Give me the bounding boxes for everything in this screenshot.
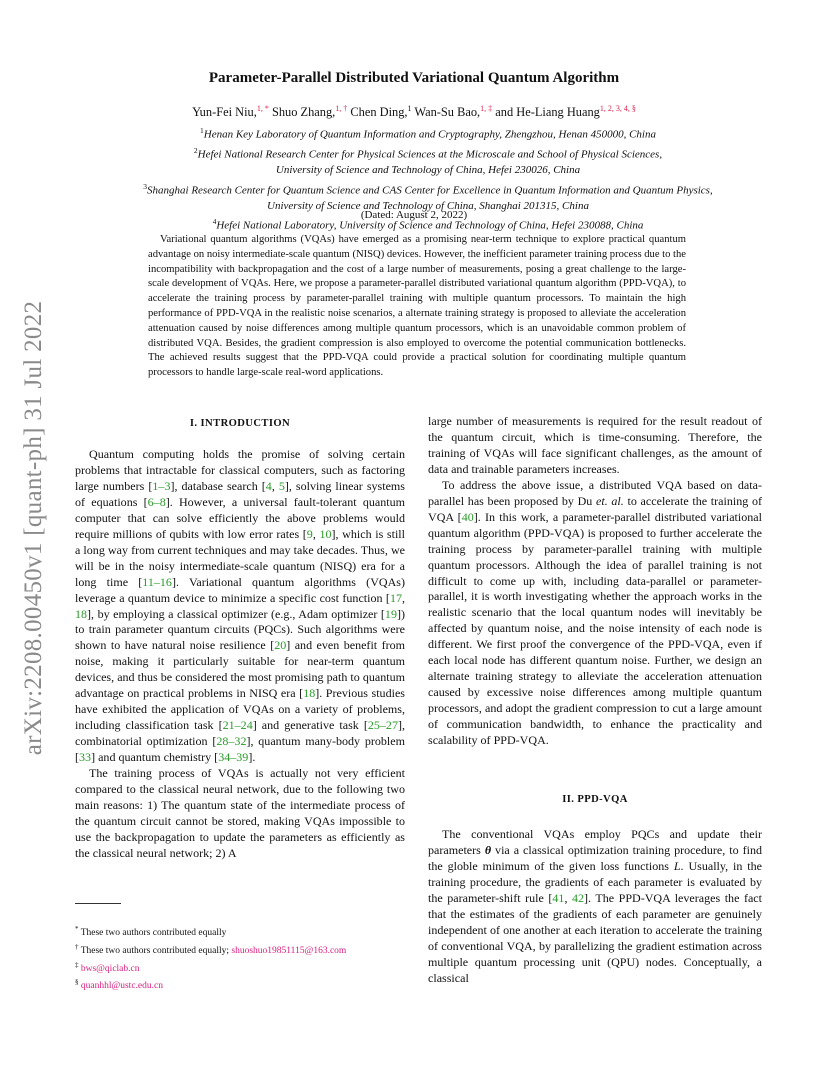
citation-link[interactable]: 9 bbox=[306, 526, 313, 541]
citation-link[interactable]: 21–24 bbox=[222, 718, 253, 733]
abstract: Variational quantum algorithms (VQAs) have emerged as a promising near-term technique to explore practical quantum advantage on noisy intermediate-scale quantum (NISQ) devices. However, the inefficient parameter training process due to the incompatibility with backpropagation and the cost of a large number of measurements, posing a great challenge to the large-scale development of VQAs. Here, we propose a parameter-parallel distributed variational quantum algorithm (PPD-VQA), to accelerate the training process by parameter-parallel training with multiple quantum processors. To maintain the high performance of PPD-VQA in the realistic noise scenarios, a alternate training strategy is proposed to alleviate the acceleration attenuation caused by noise differences among multiple quantum processors, which is an unavoidable common problem of distributed VQA. Besides, the gradient compression is also employed to overcome the potential communication bottlenecks. The achieved results suggest that the PPD-VQA could provide a practical solution for coordinating multiple quantum processors to handle large-scale real-word applications. bbox=[148, 234, 686, 379]
footnote: * These two authors contributed equally bbox=[75, 925, 227, 939]
affiliation-line: University of Science and Technology of China, Hefei 230026, China bbox=[275, 164, 581, 177]
paragraph: Quantum computing holds the promise of solving certain problems that intractable for classical computers, such as factoring large numbers [1–3], database search [4, 5], solving linear systems of equations [6–8]. However, a universal fault-tolerant quantum computer that can solve efficiently the above problems would require millions of qubits with low error rates [9, 10], which is still a long way from current techniques and may take decades. Thus, we will be in the noisy intermediate-scale quantum (NISQ) era for a long time [11–16]. Variational quantum algorithms (VQAs) leverage a quantum device to minimize a specific cost function [17, 18], by employing a classical optimizer (e.g., Adam optimizer [19]) to train parameter quantum circuits (PQCs). Such algorithms were shown to have natural noise resilience [20] and even benefit from noise, making it particularly suitable for near-term quantum devices, and thus be considered the most promising path to quantum advantage on practical problems in NISQ era [18]. Previous studies have exhibited the application of VQAs on a variety of problems, including classification task [21–24] and generative task [25–27], combinatorial optimization [28–32], quantum many-body problem [33] and quantum chemistry [34–39]. bbox=[75, 447, 405, 765]
email-link[interactable]: shuoshuo19851115@163.com bbox=[231, 945, 347, 956]
author-sup[interactable]: 1, 2, 3, 4, § bbox=[599, 104, 636, 113]
citation-link[interactable]: 25–27 bbox=[367, 718, 398, 733]
citation-link[interactable]: 34–39 bbox=[218, 750, 249, 765]
right-column bbox=[428, 414, 762, 749]
author-sup[interactable]: 1, † bbox=[335, 104, 348, 113]
paragraph: The conventional VQAs employ PQCs and update their parameters θ via a classical optimization training procedure, to find the globle minimum of the given loss functions L. Usually, in the training procedure, the gradients of each parameter is evaluated by the parameter-shift rule [41, 42]. The PPD-VQA leverages the fact that the estimates of the gradients of each parameter are genuinely independent of one another at each iteration to accelerate the training of conventional VQA, by parallelizing the gradient estimation across multiple quantum processing unit (QPU) nodes. Conceptually, a classical bbox=[428, 827, 762, 985]
section-heading-ppd-vqa: II. PPD-VQA bbox=[562, 794, 628, 805]
citation-link[interactable]: 19 bbox=[384, 606, 397, 621]
author-name: Chen Ding, bbox=[350, 105, 408, 120]
right-column-section-2 bbox=[428, 827, 762, 987]
citation-link[interactable]: 17 bbox=[389, 590, 402, 605]
footnote: ‡ bws@qiclab.cn bbox=[75, 960, 140, 974]
citation-link[interactable]: 11–16 bbox=[142, 574, 172, 589]
affiliation-line: $^1$Henan Key Laboratory of Quantum Information and Cryptography, Zhengzhou, Henan 450000, China bbox=[200, 126, 656, 141]
footnote: † These two authors contributed equally; shuoshuo19851115@163.com bbox=[75, 942, 347, 956]
paper-title: Parameter-Parallel Distributed Variational Quantum Algorithm bbox=[208, 70, 620, 86]
citation-link[interactable]: 5 bbox=[278, 478, 285, 493]
author-name: Shuo Zhang, bbox=[271, 105, 336, 120]
footnote-rule bbox=[75, 903, 121, 904]
arxiv-id: arXiv:2208.00450v1 [quant-ph] 31 Jul 2022 bbox=[20, 300, 47, 756]
affiliation-line: $^4$Hefei National Laboratory, University of Science and Technology of China, Hefei 230088, China bbox=[212, 217, 644, 233]
citation-link[interactable]: 1–3 bbox=[152, 478, 171, 493]
author-list bbox=[90, 104, 738, 120]
author-sup[interactable]: 1, ‡ bbox=[480, 104, 493, 113]
paragraph: The training process of VQAs is actually not very efficient compared to the classical neural network, due to the following two main reasons: 1) The quantum state of the intermediate process of the quantum circuit cannot be stored, making VQAs impossible to use the backpropagation to update the parameters as efficiently as the classical neural network; 2) A bbox=[75, 766, 405, 860]
paragraph: To address the above issue, a distributed VQA based on data-parallel has been proposed by Du et. al. to accelerate the training of VQA [40]. In this work, a parameter-parallel distributed variational quantum algorithm (PPD-VQA) is proposed to further accelerate the training process by parameter-parallel training with multiple quantum processors. Although the idea of parallel training is not difficult to come up with, including data-parallel or parameter-parallel, it is worth investigating whether the approach works in the realistic scenario that the local quantum nodes will inevitably be affected by quantum noise, and the noise intensity of each node is different. We first proof the convergence of the PPD-VQA, even if each local node has different quantum noise. Further, we design an alternate training strategy to alleviate the acceleration attenuation caused by excessive noise differences among multiple quantum processors, and adopt the gradient compression to cut a large amount of communication bandwidth, to enhance the practicality and scalability of PPD-VQA. bbox=[428, 477, 762, 748]
citation-link[interactable]: 20 bbox=[274, 638, 287, 653]
email-link[interactable]: bws@qiclab.cn bbox=[80, 963, 140, 974]
footnote: § quanhhl@ustc.edu.cn bbox=[75, 978, 163, 992]
citation-link[interactable]: 28–32 bbox=[216, 734, 247, 749]
paragraph: large number of measurements is required for the result readout of the quantum circuit, which is time-consuming. Therefore, the training of VQAs will face significant challenges, as the amount of data and trainable parameters increases. bbox=[428, 414, 762, 476]
citation-link[interactable]: 10 bbox=[319, 526, 332, 541]
citation-link[interactable]: 33 bbox=[79, 750, 92, 765]
author-name: Wan-Su Bao, bbox=[414, 105, 481, 120]
section-heading-introduction: I. INTRODUCTION bbox=[189, 418, 291, 429]
email-link[interactable]: quanhhl@ustc.edu.cn bbox=[80, 981, 163, 992]
author-sup: 1 bbox=[407, 104, 412, 113]
arxiv-sidebar-stamp bbox=[14, 288, 54, 768]
affiliation-line: $^2$Hefei National Research Center for Physical Sciences at the Microscale and School of Physical Sciences, bbox=[193, 146, 663, 161]
affiliation-line: $^3$Shanghai Research Center for Quantum Science and CAS Center for Excellence in Quantum Information and Quantum Physics, bbox=[143, 181, 713, 197]
author-sup[interactable]: 1, * bbox=[256, 104, 269, 113]
citation-link[interactable]: 18 bbox=[75, 606, 88, 621]
citation-link[interactable]: 41 bbox=[552, 890, 565, 905]
citation-link[interactable]: 40 bbox=[461, 509, 474, 524]
author-name: and He-Liang Huang bbox=[495, 105, 600, 120]
citation-link[interactable]: 4 bbox=[265, 478, 272, 493]
citation-link[interactable]: 6–8 bbox=[147, 494, 166, 509]
left-column bbox=[75, 447, 405, 862]
citation-link[interactable]: 18 bbox=[303, 686, 316, 701]
affiliation-line: University of Science and Technology of China, Shanghai 201315, China bbox=[267, 199, 589, 212]
citation-link[interactable]: 42 bbox=[571, 890, 585, 905]
footnotes bbox=[75, 923, 415, 994]
author-name: Yun-Fei Niu, bbox=[192, 105, 257, 120]
dated-line: (Dated: August 2, 2022) bbox=[360, 209, 468, 221]
